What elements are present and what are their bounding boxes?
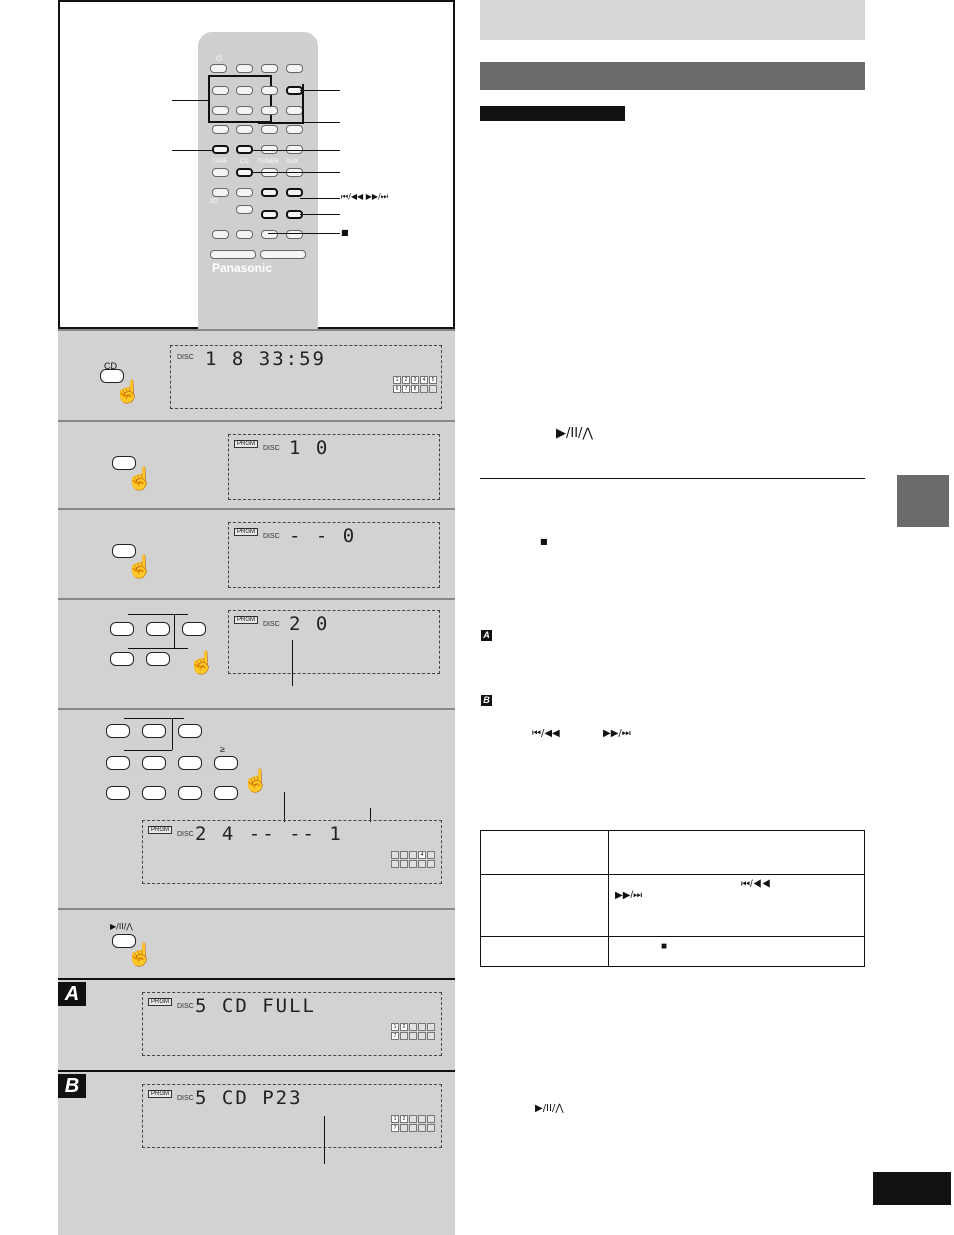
- play-pause-symbol: ▶/II/⋀: [556, 426, 594, 441]
- disc-slot: [409, 851, 417, 859]
- leader-line: [300, 214, 340, 215]
- prgm-indicator: PRGM: [234, 528, 258, 536]
- disc-slot: [427, 1032, 435, 1040]
- disc-slot: [418, 1115, 426, 1123]
- table-cell: [481, 875, 609, 937]
- group-bracket: [124, 750, 172, 751]
- display-a: [142, 992, 442, 1056]
- display-readout: 1 0: [289, 437, 330, 459]
- prgm-indicator: PRGM: [234, 616, 258, 624]
- remote-btn[interactable]: [261, 64, 278, 73]
- disc-slot: 2: [402, 376, 410, 384]
- disc-slot: [420, 385, 428, 393]
- finger-icon: ☝: [188, 650, 216, 675]
- disc-slot: 7: [391, 1032, 399, 1040]
- skip-prev-btn[interactable]: [261, 188, 278, 197]
- num-button-illustration: [182, 622, 206, 636]
- num-button-illustration: [142, 786, 166, 800]
- display-readout: 2 4 -- -- 1: [195, 823, 343, 845]
- stop-callout: ■: [341, 228, 349, 237]
- disc-slot: [427, 1124, 435, 1132]
- group-bracket: [128, 614, 188, 615]
- step-2-panel: [58, 420, 455, 508]
- group-bracket: [128, 648, 188, 649]
- num-btn[interactable]: [236, 125, 253, 134]
- disc-slot: 7: [391, 1124, 399, 1132]
- finger-icon: ☝: [242, 768, 270, 793]
- remote-btn[interactable]: [261, 230, 278, 239]
- group-bracket: [124, 718, 184, 719]
- disc-slot: [427, 1023, 435, 1031]
- tape-btn[interactable]: [212, 145, 229, 154]
- page-number-box: [873, 1172, 951, 1205]
- disc-slot: [418, 860, 426, 868]
- section-bar-dark: [480, 62, 865, 90]
- skip-next-symbol: ▶▶/⏭: [603, 728, 631, 739]
- num-button-illustration: [178, 786, 202, 800]
- step-3-panel: [58, 508, 455, 598]
- brand-logo: Panasonic: [212, 261, 273, 275]
- num-btn[interactable]: [261, 125, 278, 134]
- volume-down-btn[interactable]: [210, 250, 256, 259]
- table-skip-prev: ⏮/◀◀: [741, 879, 771, 890]
- tuner-label: TUNER: [258, 159, 279, 165]
- display-step5: [142, 820, 442, 884]
- display-b: [142, 1084, 442, 1148]
- num-button-illustration: [106, 756, 130, 770]
- step-1-panel: [58, 329, 455, 420]
- disc-slot: [391, 851, 399, 859]
- disc-slot: 2: [400, 1115, 408, 1123]
- table-cell: [609, 875, 865, 937]
- prgm-indicator: PRGM: [148, 1090, 172, 1098]
- display-readout: 1 8 33:59: [205, 348, 326, 370]
- skip-callout: ⏮/◀◀ ▶▶/⏭: [341, 192, 388, 201]
- aux-label: AUX: [286, 159, 299, 165]
- remote-btn[interactable]: [210, 64, 227, 73]
- remote-btn[interactable]: [236, 230, 253, 239]
- prgm-indicator: PRGM: [148, 826, 172, 834]
- leader-line: [172, 100, 210, 101]
- disc-slot: [391, 860, 399, 868]
- bottom-play-symbol: ▶/II/⋀: [535, 1103, 564, 1114]
- remote-control: [198, 32, 318, 330]
- table-cell: [481, 937, 609, 967]
- leader-line: [253, 150, 340, 151]
- leader-line: [253, 172, 340, 173]
- disc-icon: DISC: [177, 354, 194, 361]
- num-button-illustration: [178, 756, 202, 770]
- num-group-outline-2: [258, 84, 304, 124]
- disc-slot: 2: [400, 1023, 408, 1031]
- disc-slot: [418, 1124, 426, 1132]
- num-button-illustration: [106, 786, 130, 800]
- display-step2: [228, 434, 440, 500]
- remote-btn[interactable]: [236, 64, 253, 73]
- skip-prev-symbol: ⏮/◀◀: [532, 728, 560, 739]
- finger-icon: ☝: [126, 554, 154, 579]
- display-step3: [228, 522, 440, 588]
- disc-grid: [391, 1115, 435, 1132]
- disc-slot: 6: [393, 385, 401, 393]
- table-cell: [609, 831, 865, 875]
- letter-a-badge: A: [58, 982, 86, 1006]
- disc-slot: [409, 860, 417, 868]
- disc-slot: 4: [420, 376, 428, 384]
- disc-grid: [391, 1023, 435, 1040]
- display-readout-blinking: - - 0: [289, 525, 357, 547]
- leader-line: [268, 233, 340, 234]
- cancel-btn[interactable]: [236, 145, 253, 154]
- ge10-label: ≥: [220, 744, 225, 754]
- disc-slot: [429, 385, 437, 393]
- letter-b-badge: B: [58, 1074, 86, 1098]
- stop-symbol: ■: [540, 537, 548, 546]
- play-button-label: ▶/II/⋀: [110, 922, 133, 931]
- disc-slot: [400, 860, 408, 868]
- disc-slot: 1: [393, 376, 401, 384]
- disc-icon: DISC: [263, 445, 280, 452]
- num-btn[interactable]: [236, 106, 253, 115]
- remote-btn[interactable]: [212, 168, 229, 177]
- disc-slot: [400, 1032, 408, 1040]
- step-6-panel: [58, 908, 455, 978]
- leader-line: [300, 90, 340, 91]
- ref-b-badge: B: [481, 695, 492, 706]
- panel-b: [58, 1070, 455, 1235]
- remote-btn[interactable]: [286, 64, 303, 73]
- prgm-indicator: PRGM: [148, 998, 172, 1006]
- tape-label: TAPE: [212, 159, 228, 165]
- disc-slot: 8: [411, 385, 419, 393]
- remote-btn[interactable]: [286, 230, 303, 239]
- ge10-button-illustration: [214, 756, 238, 770]
- num-button-illustration: [106, 724, 130, 738]
- step-5-panel: [58, 708, 455, 908]
- num-btn[interactable]: [212, 86, 229, 95]
- disc-icon: DISC: [263, 533, 280, 540]
- cd-btn[interactable]: [236, 168, 253, 177]
- disc-slot: [409, 1115, 417, 1123]
- leader-line: [300, 122, 340, 123]
- skip-next-btn[interactable]: [286, 188, 303, 197]
- power-icon: ⏻: [216, 54, 223, 63]
- remote-btn[interactable]: [236, 188, 253, 197]
- subsection-label-bar: [480, 106, 625, 121]
- volume-up-btn[interactable]: [260, 250, 306, 259]
- display-readout: 5 CD P23: [195, 1087, 303, 1109]
- group-bracket: [174, 614, 175, 648]
- disc-icon: DISC: [177, 1095, 194, 1102]
- disc-slot: [409, 1023, 417, 1031]
- pointer-line: [292, 640, 293, 686]
- display-step4: [228, 610, 440, 674]
- leader-line: [172, 150, 212, 151]
- disc-slot: [409, 1032, 417, 1040]
- num-button-illustration: [142, 724, 166, 738]
- num-btn[interactable]: [286, 125, 303, 134]
- disc-slot: [427, 851, 435, 859]
- disc-grid: [391, 851, 435, 868]
- finger-icon: ☝: [114, 379, 142, 404]
- num-btn[interactable]: [212, 106, 229, 115]
- remote-btn[interactable]: [212, 230, 229, 239]
- disc-slot: [427, 860, 435, 868]
- disc-slot: [418, 1032, 426, 1040]
- stop-btn[interactable]: [261, 210, 278, 219]
- pointer-line: [324, 1116, 325, 1164]
- table-stop-symbol: ■: [661, 941, 668, 952]
- display-readout: 2 0: [289, 613, 330, 635]
- num-button-illustration: [110, 622, 134, 636]
- title-bar-light: [480, 0, 865, 40]
- disc-slot: [418, 1023, 426, 1031]
- prgm-indicator: PRGM: [234, 440, 258, 448]
- group-bracket: [172, 718, 173, 750]
- num-button-illustration: [142, 756, 166, 770]
- disc-slot: 4: [418, 851, 426, 859]
- num-button-illustration: [110, 652, 134, 666]
- disc-grid: [393, 376, 437, 393]
- disc-icon: DISC: [177, 831, 194, 838]
- num-btn[interactable]: [212, 125, 229, 134]
- 3d-label: 3D: [210, 199, 218, 205]
- finger-icon: ☝: [126, 942, 154, 967]
- table-cell: [481, 831, 609, 875]
- disc-slot: 1: [391, 1023, 399, 1031]
- disc-icon: DISC: [263, 621, 280, 628]
- divider: [480, 478, 865, 479]
- step-4-panel: [58, 598, 455, 708]
- disc-slot: [427, 1115, 435, 1123]
- disc-slot: [400, 1124, 408, 1132]
- leader-line: [300, 198, 340, 199]
- disc-slot: [400, 851, 408, 859]
- num-button-illustration: [214, 786, 238, 800]
- disc-slot: 5: [429, 376, 437, 384]
- disc-slot: [409, 1124, 417, 1132]
- table-cell: [609, 937, 865, 967]
- chapter-tab: [897, 475, 949, 527]
- disc-slot: 3: [411, 376, 419, 384]
- disc-slot: 7: [402, 385, 410, 393]
- pointer-line: [284, 792, 285, 822]
- display-readout: 5 CD FULL: [195, 995, 316, 1017]
- display-step1: [170, 345, 442, 409]
- finger-icon: ☝: [126, 466, 154, 491]
- remote-btn[interactable]: [236, 205, 253, 214]
- disc-slot: 1: [391, 1115, 399, 1123]
- disc-icon: DISC: [177, 1003, 194, 1010]
- cd-label: CD: [240, 159, 249, 165]
- num-button-illustration: [178, 724, 202, 738]
- num-button-illustration: [146, 652, 170, 666]
- panel-a: [58, 978, 455, 1070]
- operations-table: [480, 830, 865, 967]
- table-skip-next: ▶▶/⏭: [615, 890, 643, 901]
- num-button-illustration: [146, 622, 170, 636]
- num-btn[interactable]: [236, 86, 253, 95]
- ref-a-badge: A: [481, 630, 492, 641]
- cd-button-label: CD: [104, 361, 117, 371]
- remote-btn[interactable]: [212, 188, 229, 197]
